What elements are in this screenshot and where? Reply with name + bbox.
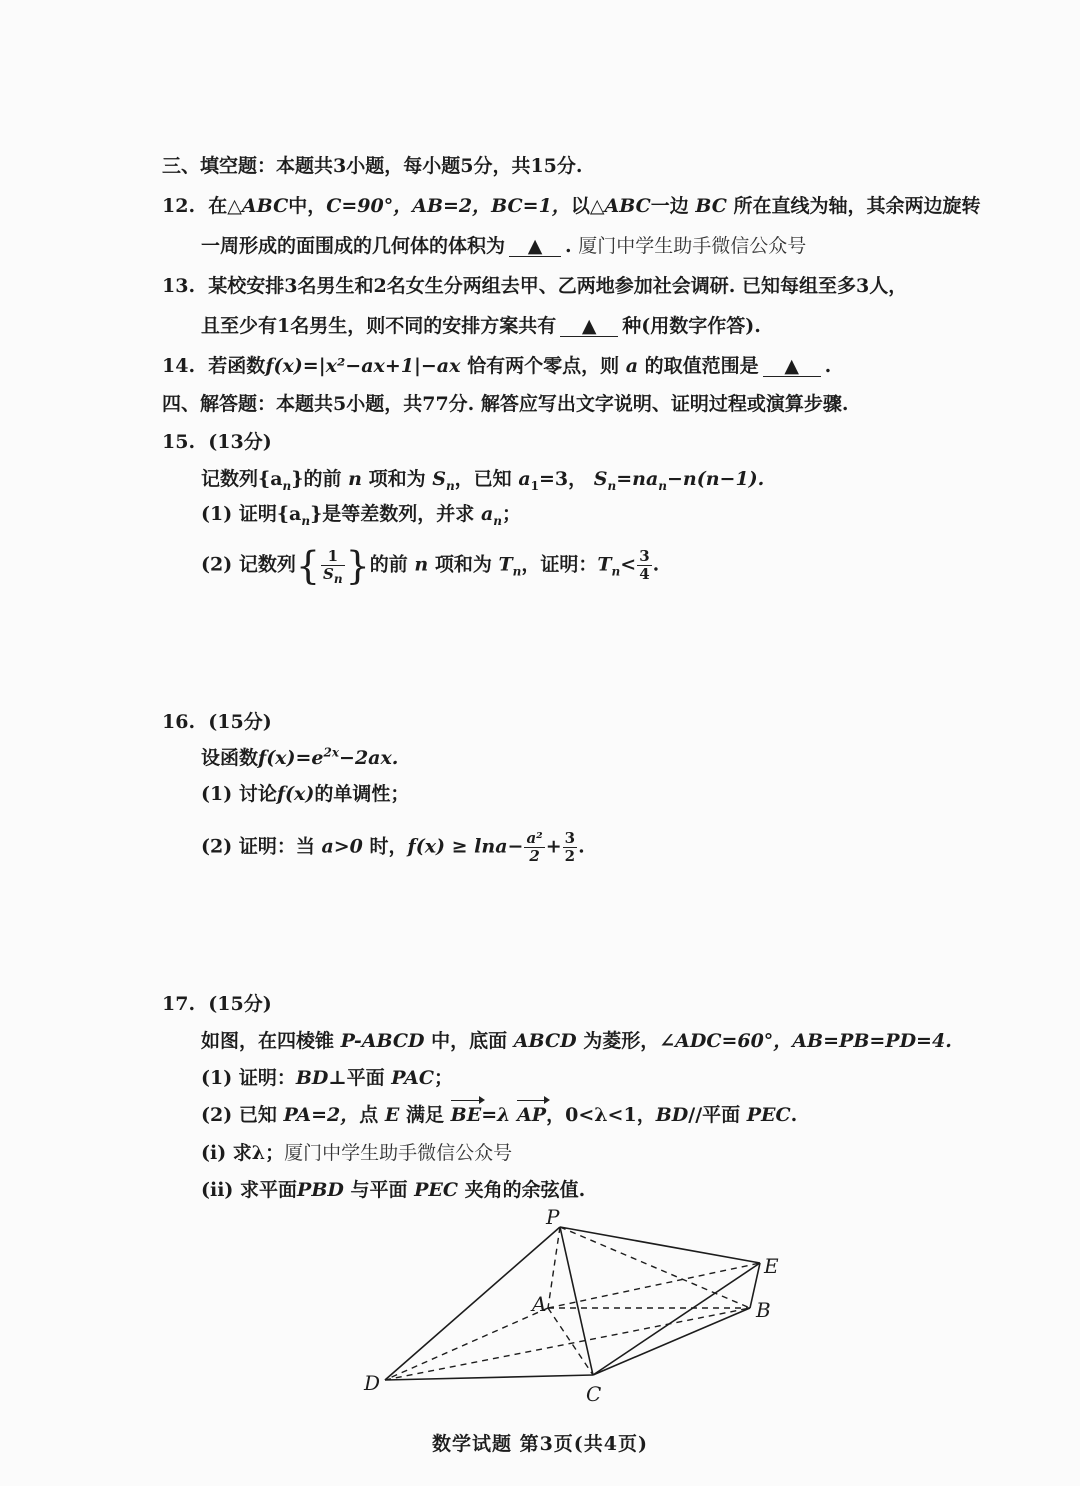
question-text: 恰有两个零点，则	[467, 355, 620, 377]
vector-AP: AP	[517, 1104, 547, 1126]
label-B: B	[756, 1298, 771, 1322]
fraction-numerator: 3	[564, 829, 576, 847]
math-text: C=90°，AB=2，BC=1，	[326, 195, 571, 217]
math-sub: n	[658, 478, 667, 493]
watermark-text: 厦门中学生助手微信公众号	[284, 1142, 513, 1164]
question-text: ，已知	[454, 468, 512, 490]
question-16-part-1	[201, 782, 409, 806]
math-text: E	[384, 1104, 400, 1126]
question-17-stem	[201, 1029, 952, 1053]
math-text: =3，	[538, 468, 588, 490]
question-15-part-2	[201, 543, 660, 588]
question-16-stem	[201, 746, 398, 770]
math-sub: n	[493, 513, 502, 528]
question-text: (ii) 求平面	[201, 1179, 298, 1201]
page-footer: 数学试题 第3页(共4页)	[431, 1433, 649, 1455]
math-text: a	[625, 355, 639, 377]
section-3-header: 三、填空题：本题共3小题，每小题5分，共15分.	[162, 155, 583, 177]
vector-BE: BE	[450, 1104, 482, 1126]
question-text: 一周形成的面围成的几何体的体积为	[201, 235, 506, 257]
question-text: ；	[501, 503, 521, 525]
math-text: n	[414, 553, 429, 576]
question-text: (2) 记数列	[201, 553, 296, 576]
question-text: 的取值范围是	[644, 355, 759, 377]
question-text: .	[824, 355, 832, 377]
question-text: 的单调性；	[314, 783, 410, 805]
math-sub: n	[512, 564, 522, 579]
question-text: 点	[359, 1104, 379, 1126]
math-text: a	[518, 468, 531, 490]
question-text: 某校安排3名男生和2名女生分两组去甲、乙两地参加社会调研. 已知每组至多3人，	[208, 275, 908, 297]
question-13-line2	[201, 314, 761, 338]
math-text: PBD	[297, 1179, 344, 1201]
question-text: 所在直线为轴，其余两边旋转	[733, 195, 981, 217]
question-text: 一边	[650, 195, 689, 217]
question-17-part-2	[201, 1103, 797, 1127]
math-text: PEC	[746, 1104, 791, 1126]
question-text: //平面	[688, 1104, 741, 1126]
question-text: 满足	[406, 1104, 445, 1126]
edge-PA	[548, 1227, 560, 1308]
question-text: 项和为	[434, 553, 492, 576]
edge-CB	[593, 1308, 750, 1375]
question-15-stem	[201, 467, 764, 491]
question-15-title	[162, 430, 272, 454]
edge-CE	[593, 1263, 760, 1375]
question-12-line1	[162, 194, 981, 218]
question-text: (2) 已知	[201, 1104, 277, 1126]
question-text: .	[790, 1104, 798, 1126]
question-text: .	[652, 553, 660, 576]
fraction-numerator: 3	[639, 547, 650, 565]
question-text: (1) 证明：	[201, 1067, 296, 1089]
question-text: ，证明：	[521, 553, 598, 576]
question-text: 记数列{a	[201, 468, 283, 490]
math-text: f(x)=e	[258, 747, 324, 769]
edge-PB	[560, 1227, 750, 1308]
fraction-denominator: 2	[564, 847, 576, 865]
question-text: 中，	[288, 195, 327, 217]
math-text: =λ	[481, 1104, 511, 1126]
label-P: P	[546, 1205, 560, 1229]
edge-AE	[548, 1263, 760, 1308]
math-text: S	[593, 468, 608, 490]
question-text: ⊥平面	[328, 1067, 385, 1089]
math-sub: n	[611, 564, 621, 579]
math-text: a	[480, 503, 494, 525]
math-text: a>0	[321, 835, 363, 858]
right-brace: }	[345, 543, 370, 588]
question-text: .	[565, 235, 572, 257]
math-text: T	[498, 553, 513, 576]
question-text: (1) 证明{a	[201, 503, 302, 525]
edge-AD	[385, 1308, 548, 1380]
math-text: T	[597, 553, 612, 576]
watermark-text: 厦门中学生助手微信公众号	[578, 235, 807, 257]
label-E: E	[764, 1254, 779, 1278]
fraction-denominator: 4	[639, 565, 650, 583]
question-number: 12.	[162, 195, 196, 217]
question-text: 与平面	[350, 1179, 408, 1201]
math-text: PEC	[414, 1179, 459, 1201]
edge-PC	[560, 1227, 593, 1375]
pyramid-figure	[350, 1205, 800, 1415]
math-text: ADC=60°，AB=PB=PD=4.	[675, 1030, 952, 1052]
question-text: 种(用数字作答).	[622, 315, 761, 337]
question-17-part-2ii	[201, 1178, 585, 1202]
question-text: }是等差数列，并求	[310, 503, 475, 525]
math-text: f(x)	[276, 783, 315, 805]
question-17-part-1	[201, 1066, 453, 1090]
math-sub: n	[282, 478, 292, 493]
question-number: 13.	[162, 275, 196, 297]
question-16-title	[162, 710, 272, 734]
question-text: 在△	[208, 195, 242, 217]
question-number: 15.	[162, 431, 196, 453]
question-text: (i) 求λ；	[201, 1142, 285, 1164]
section-4-header: 四、解答题：本题共5小题，共77分. 解答应写出文字说明、证明过程或演算步骤.	[162, 393, 849, 415]
fraction-denominator: 2	[529, 847, 540, 865]
question-text: 设函数	[201, 747, 259, 769]
math-text: PA=2，	[283, 1104, 360, 1126]
label-A: A	[532, 1292, 547, 1316]
math-text: BD	[655, 1104, 689, 1126]
question-text: 项和为	[368, 468, 426, 490]
question-text: 如图，在四棱锥	[201, 1030, 335, 1052]
fraction	[563, 830, 577, 865]
math-text: BC	[695, 195, 727, 217]
question-score: (15分)	[208, 711, 272, 733]
question-12-line2	[201, 234, 806, 258]
label-C: C	[586, 1382, 602, 1406]
math-sub: n	[333, 572, 343, 586]
answer-blank: ▲	[763, 356, 821, 377]
question-number: 16.	[162, 711, 196, 733]
math-text: ABC	[604, 195, 651, 217]
math-sub: n	[607, 478, 617, 493]
math-text: PAC	[391, 1067, 435, 1089]
math-text: =na	[616, 468, 659, 490]
question-score: (15分)	[208, 993, 272, 1015]
math-text: P-ABCD	[340, 1030, 425, 1052]
math-text: n	[348, 468, 362, 490]
math-text: S	[432, 468, 446, 490]
question-text: 若函数	[208, 355, 266, 377]
question-text: 中，底面	[431, 1030, 508, 1052]
fraction-numerator: a²	[526, 829, 543, 847]
question-14-line1	[162, 354, 831, 378]
math-text: f(x) ≥ lna−	[407, 835, 524, 858]
edge-PE	[560, 1227, 760, 1263]
question-text: 且至少有1名男生，则不同的安排方案共有	[201, 315, 557, 337]
fraction-denominator	[321, 565, 345, 586]
question-13-line1	[162, 274, 907, 298]
math-text: ABC	[241, 195, 289, 217]
edge-DC	[385, 1375, 593, 1380]
question-17-part-2i	[201, 1141, 512, 1165]
math-text: S	[323, 565, 334, 583]
math-text: BD	[295, 1067, 329, 1089]
question-text: 时，	[369, 835, 408, 858]
left-brace: {	[295, 543, 321, 588]
math-text: ，0<λ<1，	[546, 1104, 656, 1126]
question-text: ；	[434, 1067, 454, 1089]
question-text: }的前	[291, 468, 342, 490]
answer-blank: ▲	[509, 236, 561, 257]
math-sub: n	[301, 513, 311, 528]
math-text: −2ax.	[339, 747, 399, 769]
question-text: 为菱形，∠	[583, 1030, 676, 1052]
question-text: (2) 证明：当	[201, 835, 315, 858]
question-text: 以△	[570, 195, 605, 217]
math-text: ABCD	[513, 1030, 577, 1052]
math-text: +	[545, 835, 562, 858]
label-D: D	[364, 1371, 381, 1395]
question-17-title	[162, 992, 272, 1016]
math-text: f(x)=|x²−ax+1|−ax	[265, 355, 461, 377]
question-16-part-2	[201, 830, 585, 865]
fraction	[321, 547, 345, 586]
question-text: 夹角的余弦值.	[464, 1179, 586, 1201]
math-sub: 1	[530, 478, 539, 493]
math-sub: n	[445, 478, 455, 493]
question-15-part-1	[201, 502, 521, 526]
question-number: 17.	[162, 993, 196, 1015]
question-text: (1) 讨论	[201, 783, 277, 805]
fraction	[637, 548, 651, 583]
edge-DB	[385, 1308, 750, 1380]
fraction	[524, 830, 544, 865]
question-text: .	[578, 835, 585, 858]
question-score: (13分)	[208, 431, 272, 453]
math-sup: 2x	[323, 745, 340, 760]
question-text: 的前	[369, 553, 408, 576]
question-number: 14.	[162, 355, 196, 377]
fraction-numerator: 1	[321, 548, 345, 566]
math-text: <	[620, 553, 637, 576]
math-text: −n(n−1).	[667, 468, 765, 490]
answer-blank: ▲	[560, 316, 618, 337]
